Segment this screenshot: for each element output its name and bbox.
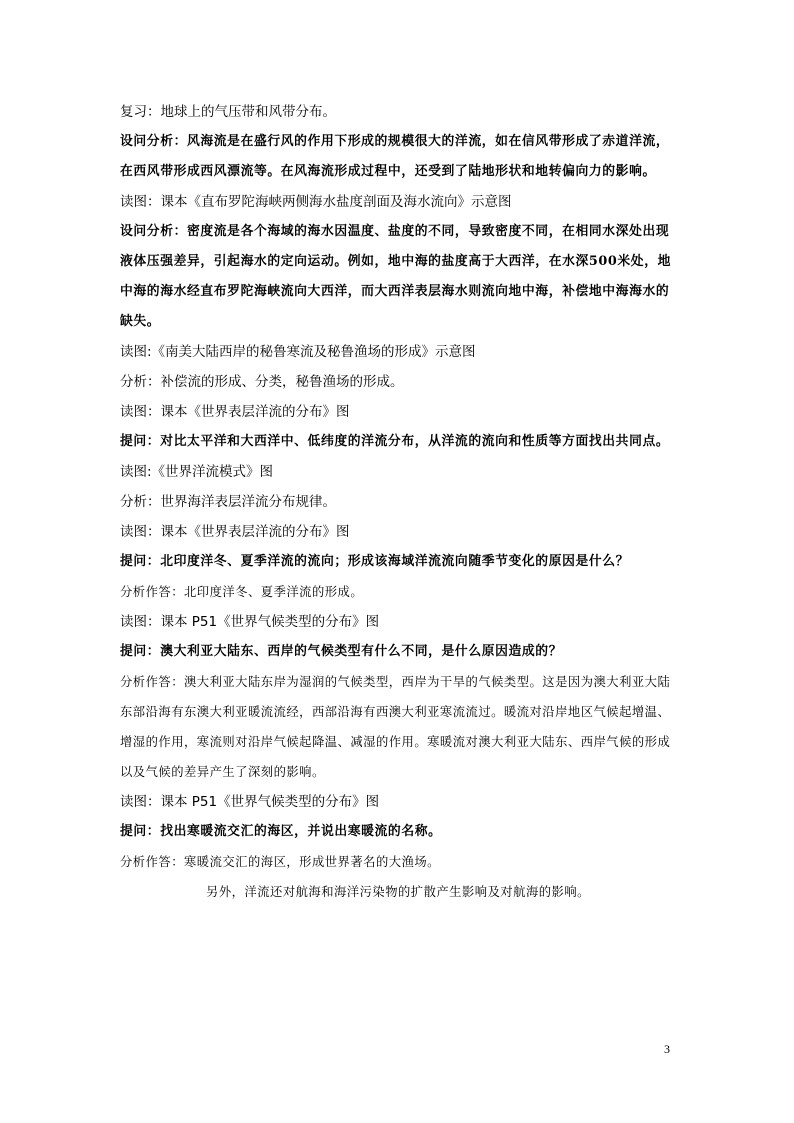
paragraph-answer-north-indian: 分析作答：北印度洋冬、夏季洋流的形成。	[120, 585, 364, 599]
paragraph-answer-australia: 分析作答：澳大利亚大陆东岸为湿润的气候类型，西岸为干旱的气候类型。这是因为澳大利亚大陆东部沿海有东澳大利亚暖流流经，西部沿海有西澳大利亚寒流流过。暖流对沿岸地区气候起增温、增湿的作用，寒流则对沿岸气候起降温、减湿的作用。寒暖流对澳大利亚大陆东、西岸气候的形成以及气候的差异产生了深刻的影响。	[120, 675, 671, 779]
paragraph-read-figure-current-model: 读图:《世界洋流模式》图	[120, 464, 274, 480]
paragraph-read-figure-surface-currents: 读图：课本《世界表层洋流的分布》图	[120, 404, 350, 420]
paragraph-read-figure-gibraltar: 读图：课本《直布罗陀海峡两侧海水盐度剖面及海水流向》示意图	[120, 194, 512, 210]
paragraph-read-figure-surface-currents-2: 读图：课本《世界表层洋流的分布》图	[120, 524, 350, 540]
paragraph-read-figure-peru: 读图:《南美大陆西岸的秘鲁寒流及秘鲁渔场的形成》示意图	[120, 344, 476, 360]
paragraph-question-analysis-wind-current: 设问分析：风海流是在盛行风的作用下形成的规模很大的洋流，如在信风带形成了赤道洋流，在西风带形成西风漂流等。在风海流形成过程中，还受到了陆地形状和地转偏向力的影响。	[120, 134, 670, 179]
paragraph-question-compare-oceans: 提问：对比太平洋和大西洋中、低纬度的洋流分布，从洋流的流向和性质等方面找出共同点。	[120, 434, 670, 449]
paragraph-analysis-compensation: 分析：补偿流的形成、分类，秘鲁渔场的形成。	[120, 374, 404, 390]
paragraph-review: 复习：地球上的气压带和风带分布。	[120, 104, 336, 120]
paragraph-analysis-distribution: 分析：世界海洋表层洋流分布规律。	[120, 494, 336, 510]
paragraph-closing-note: 另外，洋流还对航海和海洋污染物的扩散产生影响及对航海的影响。	[206, 885, 590, 899]
paragraph-read-figure-climate: 读图：课本 P51《世界气候类型的分布》图	[120, 614, 380, 630]
paragraph-question-analysis-density-current: 设问分析：密度流是各个海域的海水因温度、盐度的不同，导致密度不同，在相同水深处出现液体压强差异，引起海水的定向运动。例如，地中海的盐度高于大西洋，在水深500米处，地中海的海水经直布罗陀海峡流向大西洋，而大西洋表层海水则流向地中海，补偿地中海海水的缺失。	[120, 224, 671, 329]
paragraph-answer-fishing-grounds: 分析作答：寒暖流交汇的海区，形成世界著名的大渔场。	[120, 855, 440, 869]
page-number: 3	[664, 1042, 670, 1056]
paragraph-question-fishing-grounds: 提问：找出寒暖流交汇的海区，并说出寒暖流的名称。	[120, 824, 442, 839]
paragraph-question-australia: 提问：澳大利亚大陆东、西岸的气候类型有什么不同，是什么原因造成的？	[120, 644, 563, 659]
paragraph-read-figure-climate-2: 读图：课本 P51《世界气候类型的分布》图	[120, 794, 380, 810]
document-body	[120, 97, 676, 907]
paragraph-question-north-indian: 提问：北印度洋冬、夏季洋流的流向；形成该海域洋流流向随季节变化的原因是什么？	[120, 554, 630, 569]
